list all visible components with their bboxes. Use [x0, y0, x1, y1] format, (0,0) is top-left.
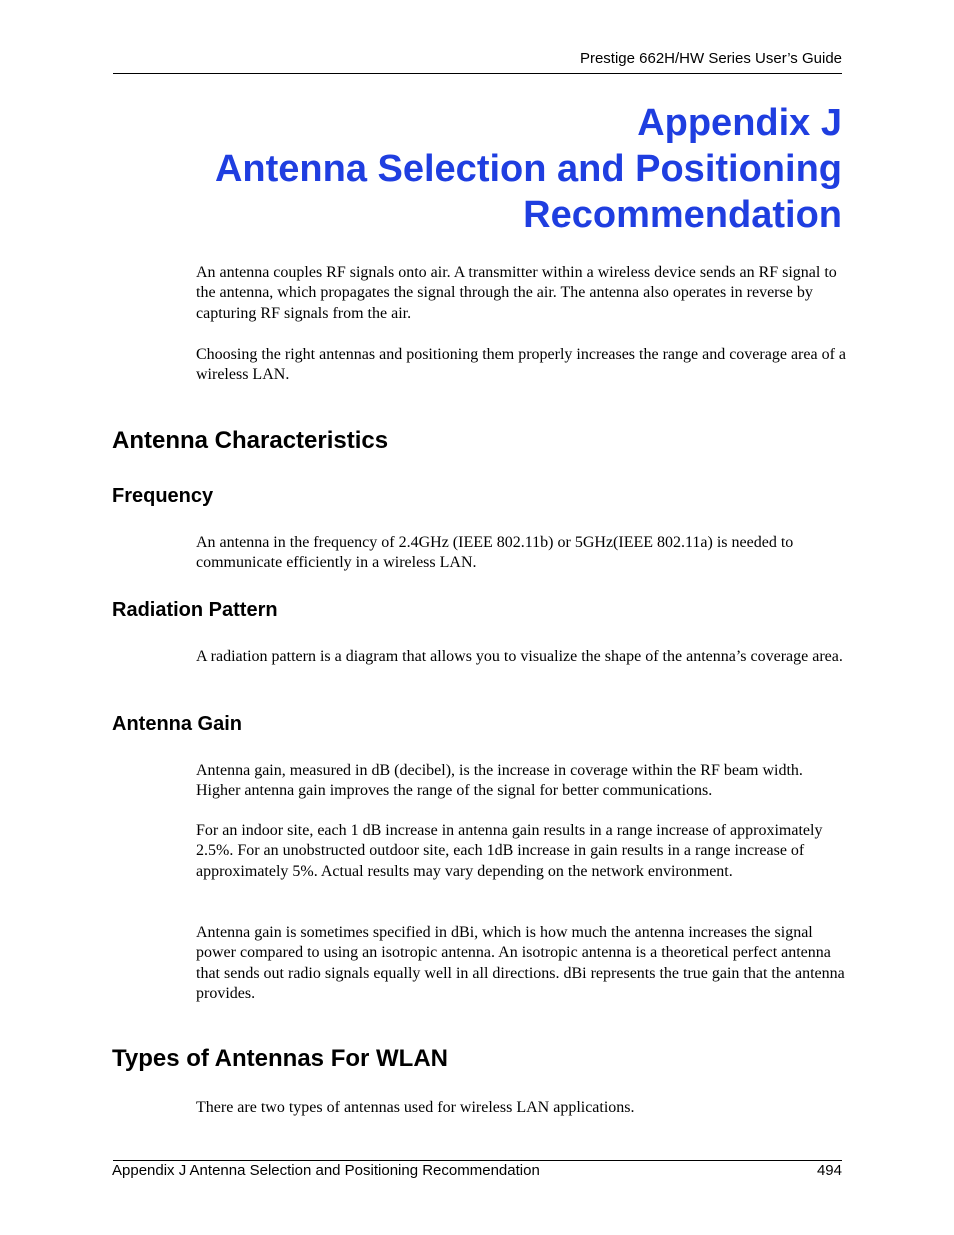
page-number: 494 — [816, 1162, 842, 1179]
heading-radiation-pattern: Radiation Pattern — [112, 599, 278, 621]
gain-paragraph-3: Antenna gain is sometimes specified in dBi, which is how much the antenna increases the signal power compared to using an isotropic antenna. An isotropic antenna is a theoretical perfect antenna that sends out radio signals equally well in all directions. dBi represents the true gain that the antenna provides. — [196, 924, 845, 1002]
gain-paragraph-2: For an indoor site, each 1 dB increase in antenna gain results in a range increase of approximately 2.5%. For an unobstructed outdoor site, each 1dB increase in gain results in a range increase of approximately 5%. Actual results may vary depending on the network environment. — [196, 822, 823, 880]
frequency-paragraph: An antenna in the frequency of 2.4GHz (IEEE 802.11b) or 5GHz(IEEE 802.11a) is needed to communicate efficiently in a wireless LAN. — [196, 534, 794, 572]
footer-rule — [113, 1160, 842, 1161]
types-paragraph: There are two types of antennas used for wireless LAN applications. — [196, 1099, 635, 1116]
heading-antenna-characteristics: Antenna Characteristics — [112, 427, 389, 454]
title-line-1: Appendix J — [637, 102, 842, 144]
title-line-3: Recommendation — [523, 194, 842, 236]
header-rule — [113, 73, 842, 74]
heading-antenna-gain: Antenna Gain — [112, 713, 243, 735]
intro-paragraph-1: An antenna couples RF signals onto air. A transmitter within a wireless device sends an RF signal to the antenna, which propagates the signal through the air. The antenna also operates in reverse by capturing RF signals from the air. — [196, 264, 837, 322]
running-header: Prestige 662H/HW Series User’s Guide — [579, 50, 842, 67]
heading-types-of-antennas: Types of Antennas For WLAN — [112, 1045, 448, 1072]
footer-title: Appendix J Antenna Selection and Positioning Recommendation — [112, 1162, 540, 1179]
gain-paragraph-1: Antenna gain, measured in dB (decibel), is the increase in coverage within the RF beam width. Higher antenna gain improves the range of the signal for better communications. — [196, 762, 803, 800]
heading-frequency: Frequency — [112, 485, 214, 507]
intro-paragraph-2: Choosing the right antennas and positioning them properly increases the range and coverage area of a wireless LAN. — [196, 346, 846, 384]
title-line-2: Antenna Selection and Positioning — [214, 148, 842, 190]
page-title — [122, 100, 842, 238]
radiation-paragraph: A radiation pattern is a diagram that allows you to visualize the shape of the antenna’s coverage area. — [196, 648, 843, 665]
